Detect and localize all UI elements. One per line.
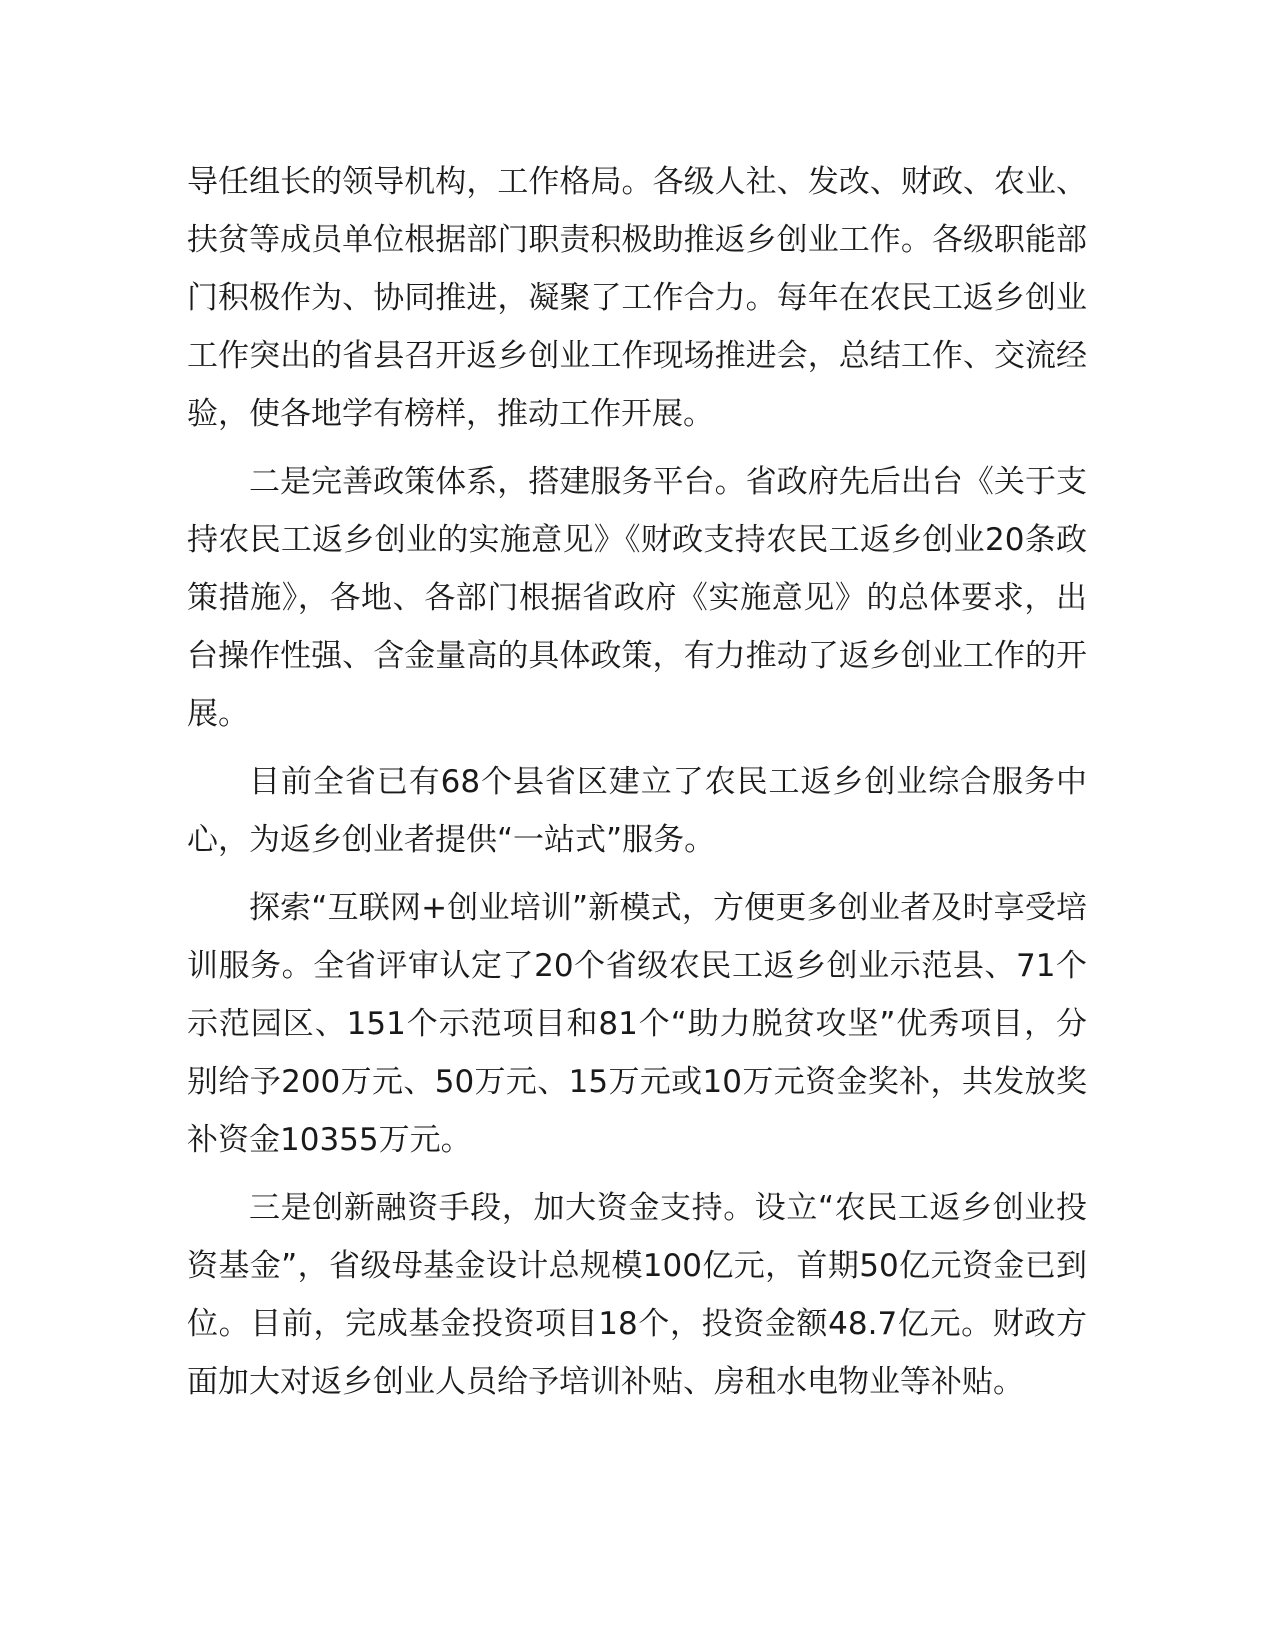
paragraph-financing-support: 三是创新融资手段，加大资金支持。设立“农民工返乡创业投资基金”，省级母基金设计总规模100亿元，首期50亿元资金已到位。目前，完成基金投资项目18个，投资金额48.7亿元。财政方面加大对返乡创业人员给予培训补贴、房租水电物业等补贴。 bbox=[187, 1190, 1087, 1400]
paragraph-policy-system: 二是完善政策体系，搭建服务平台。省政府先后出台《关于支持农民工返乡创业的实施意见》《财政支持农民工返乡创业20条政策措施》，各地、各部门根据省政府《实施意见》的总体要求，出台操作性强、含金量高的具体政策，有力推动了返乡创业工作的开展。 bbox=[187, 464, 1087, 732]
document-body bbox=[187, 153, 1087, 1421]
paragraph-leadership-structure: 导任组长的领导机构，工作格局。各级人社、发改、财政、农业、扶贫等成员单位根据部门职责积极助推返乡创业工作。各级职能部门积极作为、协同推进，凝聚了工作合力。每年在农民工返乡创业工作突出的省县召开返乡创业工作现场推进会，总结工作、交流经验，使各地学有榜样，推动工作开展。 bbox=[187, 164, 1087, 432]
paragraph-training-awards: 探索“互联网+创业培训”新模式，方便更多创业者及时享受培训服务。全省评审认定了20个省级农民工返乡创业示范县、71个示范园区、151个示范项目和81个“助力脱贫攻坚”优秀项目，分别给予200万元、50万元、15万元或10万元资金奖补，共发放奖补资金10355万元。 bbox=[187, 890, 1087, 1158]
paragraph-service-centers: 目前全省已有68个县省区建立了农民工返乡创业综合服务中心，为返乡创业者提供“一站式”服务。 bbox=[187, 764, 1087, 858]
